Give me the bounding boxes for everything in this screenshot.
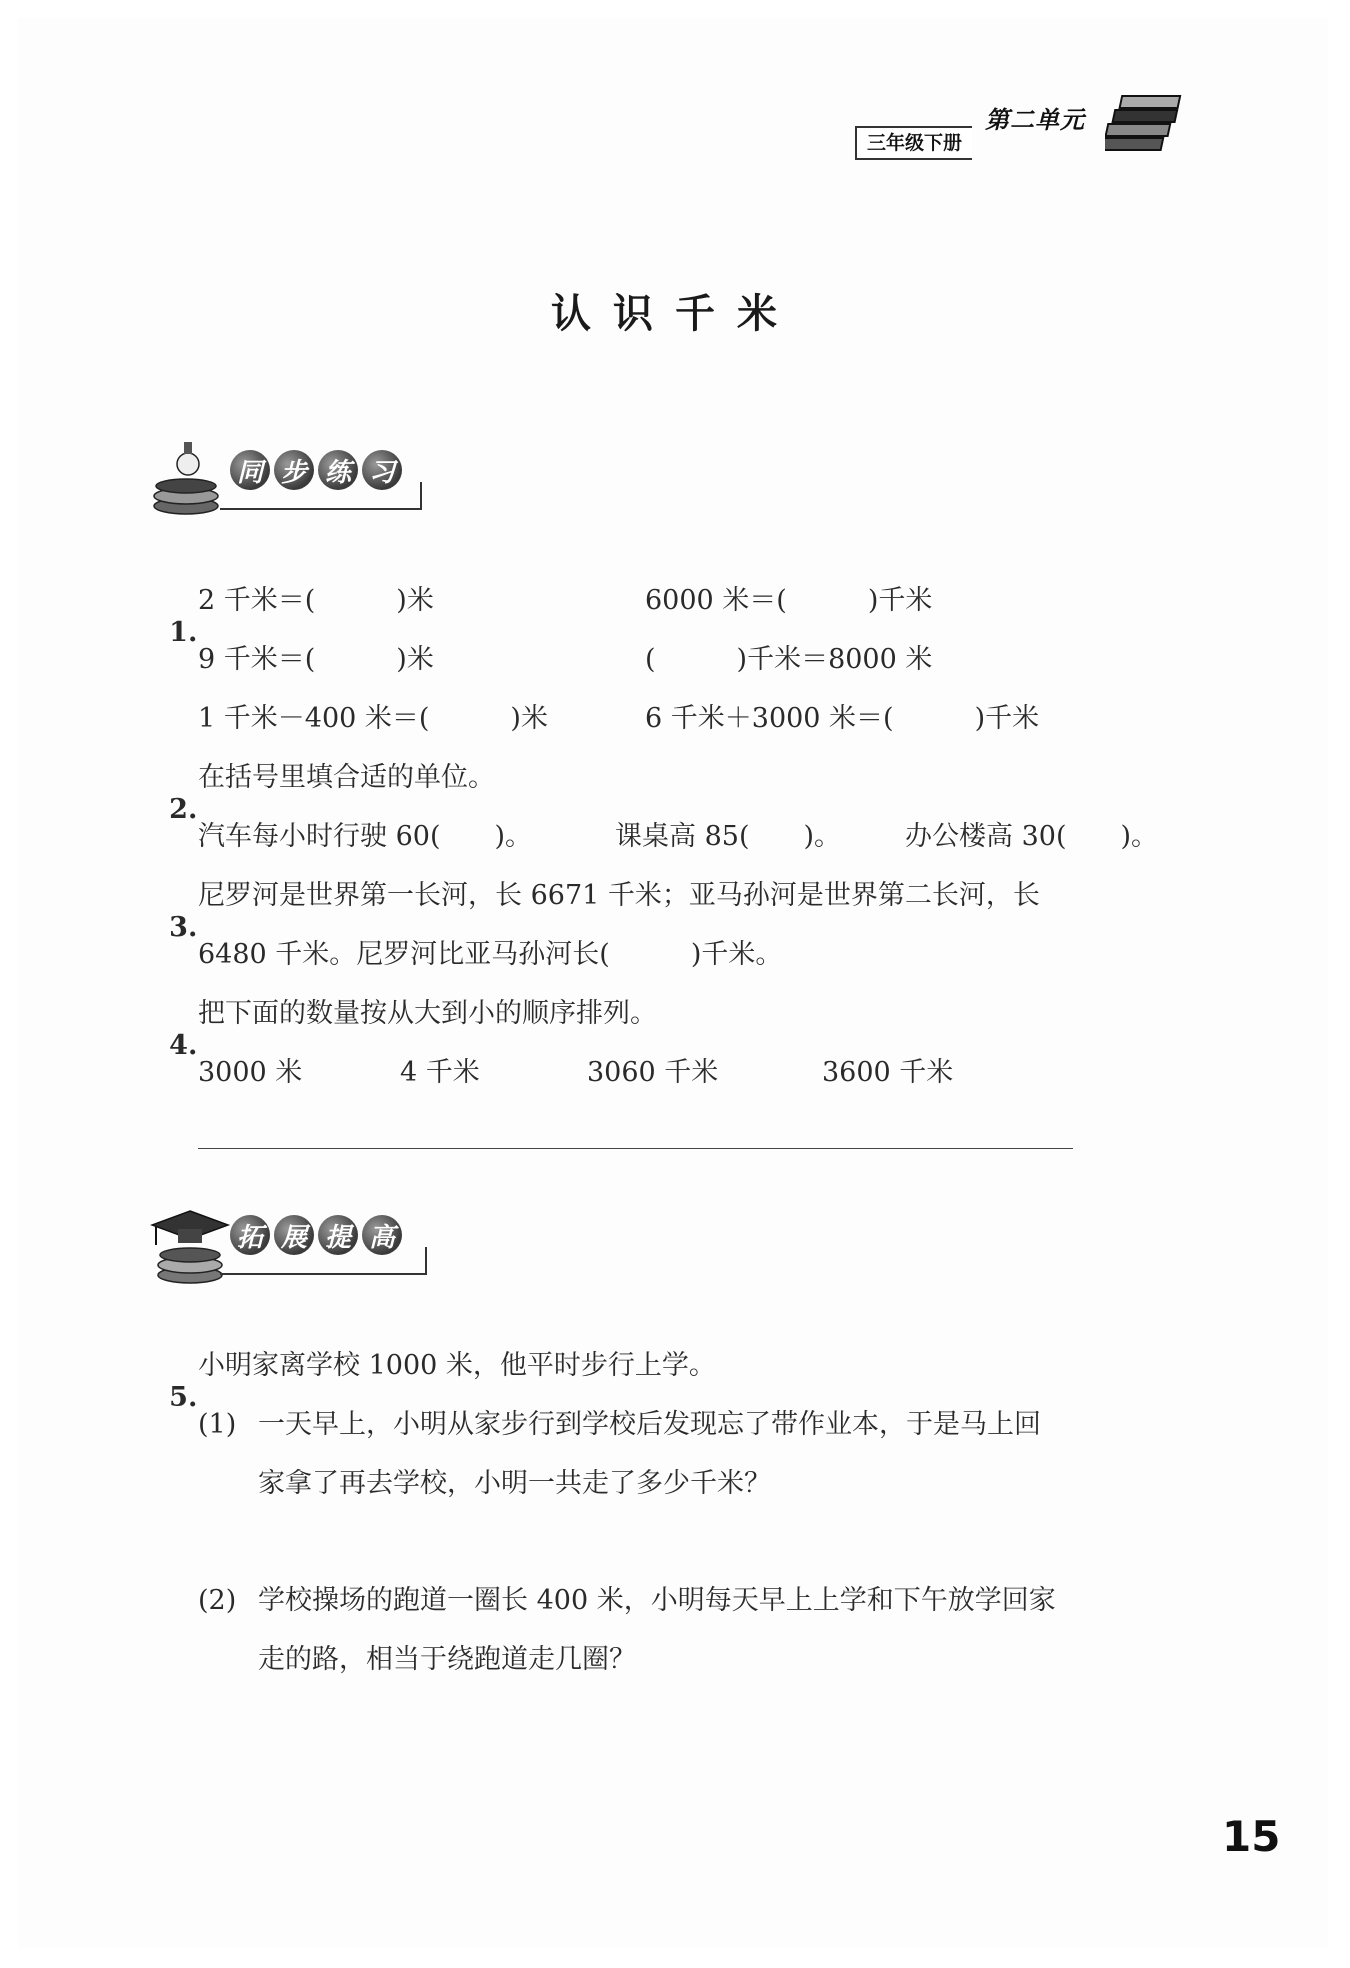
q4: [152, 998, 197, 1063]
q1-item: 6000 米＝( )千米: [645, 585, 933, 616]
page-title: 认识千米: [551, 291, 799, 337]
q5-part-line: 一天早上，小明从家步行到学校后发现忘了带作业本，于是马上回: [258, 1409, 1041, 1440]
q2-text: 在括号里填合适的单位。: [198, 762, 495, 793]
badge-char: 展: [274, 1215, 314, 1255]
question-number: 3.: [169, 912, 198, 944]
q1-item: ( )千米＝8000 米: [645, 644, 933, 675]
question-number: 2.: [169, 794, 198, 826]
q4-item: 3600 千米: [822, 1057, 954, 1088]
page-number: 15: [1222, 1812, 1281, 1861]
q2-item: 办公楼高 30( )。: [905, 821, 1159, 852]
badge-char: 练: [318, 450, 358, 490]
q5-part-label: (2): [198, 1585, 237, 1616]
badge-label: [230, 450, 402, 490]
q3-line: 尼罗河是世界第一长河，长 6671 千米；亚马孙河是世界第二长河，长: [198, 880, 1040, 911]
unit-label: 第二单元: [985, 106, 1085, 134]
q4-text: 把下面的数量按从大到小的顺序排列。: [198, 998, 657, 1029]
badge-char: 提: [318, 1215, 358, 1255]
q4-item: 3000 米: [198, 1057, 303, 1088]
badge-char: 拓: [230, 1215, 270, 1255]
q5-part-label: (1): [198, 1409, 237, 1440]
q1-item: 9 千米＝( )米: [198, 644, 434, 675]
badge-char: 习: [362, 450, 402, 490]
q4-item: 4 千米: [400, 1057, 480, 1088]
badge-label: [230, 1215, 402, 1255]
section-badge-practice: [150, 440, 430, 520]
q5-part-line: 走的路，相当于绕跑道走几圈？: [258, 1644, 636, 1675]
q2-item: 课桌高 85( )。: [615, 821, 842, 852]
q1: [152, 585, 197, 650]
q5-part-line: 学校操场的跑道一圈长 400 米，小明每天早上上学和下午放学回家: [258, 1585, 1056, 1616]
grade-label: 三年级下册: [855, 126, 972, 160]
lamp-books-icon: [150, 440, 230, 520]
question-number: 4.: [169, 1030, 198, 1062]
badge-char: 步: [274, 450, 314, 490]
q3: [152, 880, 197, 945]
section-badge-extension: [150, 1205, 430, 1285]
badge-char: 同: [230, 450, 270, 490]
unit-header: [855, 92, 1185, 172]
badge-char: 高: [362, 1215, 402, 1255]
q5: [152, 1350, 197, 1415]
books-icon: [1105, 92, 1185, 168]
answer-line: [198, 1148, 1073, 1149]
q3-line: 6480 千米。尼罗河比亚马孙河长( )千米。: [198, 939, 783, 970]
q5-text: 小明家离学校 1000 米，他平时步行上学。: [198, 1350, 716, 1381]
q2: [152, 762, 197, 827]
q4-item: 3060 千米: [587, 1057, 719, 1088]
question-number: 5.: [169, 1382, 198, 1414]
q5-part-line: 家拿了再去学校，小明一共走了多少千米？: [258, 1468, 771, 1499]
q1-item: 2 千米＝( )米: [198, 585, 434, 616]
q1-item: 1 千米－400 米＝( )米: [198, 703, 548, 734]
question-number: 1.: [169, 617, 198, 649]
q1-item: 6 千米＋3000 米＝( )千米: [645, 703, 1040, 734]
q2-item: 汽车每小时行驶 60( )。: [198, 821, 533, 852]
